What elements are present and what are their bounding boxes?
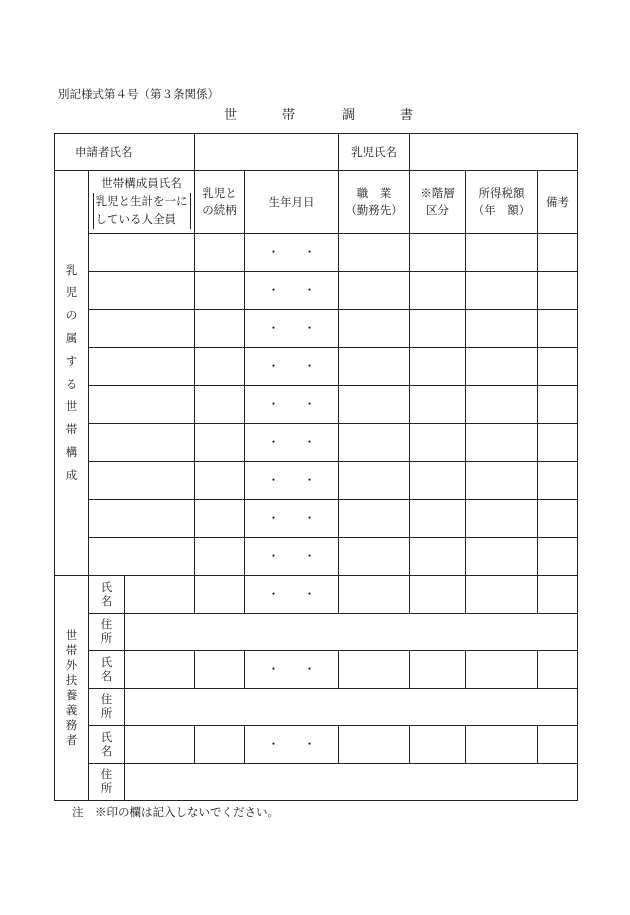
note-line: 乳児と生計を一に (95, 194, 188, 209)
dependent-address-row (55, 689, 578, 726)
section-char: 者 (65, 732, 78, 747)
dependent-name-label (89, 576, 125, 614)
label-char: 氏 (100, 579, 113, 594)
occupation-cell[interactable] (339, 272, 410, 310)
tax-cell[interactable] (466, 651, 538, 689)
member-name-cell[interactable] (89, 348, 195, 386)
table-row (55, 234, 578, 272)
section-char: 世 (65, 628, 78, 643)
section-char: る (65, 376, 78, 391)
section-char: 乳 (65, 262, 78, 277)
birthdate-cell[interactable] (245, 500, 339, 538)
occupation-cell[interactable] (339, 424, 410, 462)
remarks-cell[interactable] (538, 500, 578, 538)
date-dot: ・ (303, 587, 316, 602)
relation-cell[interactable] (195, 500, 245, 538)
occupation-cell[interactable] (339, 538, 410, 576)
date-dot: ・ (267, 549, 280, 564)
occupation-cell[interactable] (339, 726, 410, 764)
remarks-cell[interactable] (538, 272, 578, 310)
tier-cell[interactable] (410, 234, 466, 272)
dependent-name-label (89, 726, 125, 764)
header-tier (410, 171, 466, 234)
relation-cell[interactable] (195, 424, 245, 462)
occupation-cell[interactable] (339, 310, 410, 348)
relation-cell[interactable] (195, 386, 245, 424)
remarks-cell[interactable] (538, 234, 578, 272)
dependents-section-label (55, 576, 89, 801)
remarks-cell[interactable] (538, 576, 578, 614)
label-char: 名 (100, 593, 113, 608)
tax-cell[interactable] (466, 576, 538, 614)
dependent-address-row (55, 614, 578, 651)
tier-cell[interactable] (410, 424, 466, 462)
date-dot: ・ (267, 435, 280, 450)
dependent-address-label (89, 614, 125, 651)
relation-cell[interactable] (195, 462, 245, 500)
tier-cell[interactable] (410, 272, 466, 310)
section-char: 帯 (65, 643, 78, 658)
footnote: 注 ※印の欄は記入しないでください。 (72, 805, 279, 819)
relation-cell[interactable] (195, 310, 245, 348)
header-relation (195, 171, 245, 234)
infant-name-label: 乳児氏名 (339, 134, 410, 171)
label-char: 住 (100, 767, 113, 782)
dependent-name-label (89, 651, 125, 689)
tier-cell[interactable] (410, 500, 466, 538)
tax-cell[interactable] (466, 538, 538, 576)
birthdate-cell[interactable] (245, 651, 339, 689)
label-char: 所 (100, 631, 113, 645)
occupation-cell[interactable] (339, 500, 410, 538)
occupation-cell[interactable] (339, 576, 410, 614)
header-member-name (89, 171, 195, 234)
label-char: 所 (100, 781, 113, 795)
header-line: ※階層 (420, 186, 455, 201)
tax-cell[interactable] (466, 310, 538, 348)
table-row (55, 348, 578, 386)
table-row (55, 500, 578, 538)
relation-cell[interactable] (195, 272, 245, 310)
tax-cell[interactable] (466, 234, 538, 272)
tier-cell[interactable] (410, 310, 466, 348)
label-char: 氏 (100, 729, 113, 744)
birthdate-cell[interactable] (245, 234, 339, 272)
relation-cell[interactable] (195, 348, 245, 386)
dependent-name-row (55, 651, 578, 689)
tier-cell[interactable] (410, 538, 466, 576)
member-name-cell[interactable] (89, 272, 195, 310)
table-row (55, 272, 578, 310)
tax-cell[interactable] (466, 462, 538, 500)
date-dot: ・ (303, 359, 316, 374)
title-char: 帯 (282, 108, 296, 123)
birthdate-cell[interactable] (245, 576, 339, 614)
table-row (55, 386, 578, 424)
date-dot: ・ (267, 359, 280, 374)
label-char: 所 (100, 706, 113, 720)
occupation-cell[interactable] (339, 234, 410, 272)
member-name-cell[interactable] (89, 538, 195, 576)
section-char: 扶 (65, 673, 78, 688)
date-dot: ・ (267, 283, 280, 298)
remarks-cell[interactable] (538, 424, 578, 462)
header-line: 職 業 (356, 186, 392, 201)
birthdate-cell[interactable] (245, 386, 339, 424)
tier-cell[interactable] (410, 576, 466, 614)
date-dot: ・ (303, 283, 316, 298)
dependent-name-cell[interactable] (125, 726, 195, 764)
date-dot: ・ (267, 397, 280, 412)
section-char: す (65, 353, 78, 368)
dependent-name-row (55, 576, 578, 614)
occupation-cell[interactable] (339, 348, 410, 386)
tax-cell[interactable] (466, 348, 538, 386)
dependent-address-cell[interactable] (125, 764, 578, 801)
birthdate-cell[interactable] (245, 424, 339, 462)
date-dot: ・ (303, 549, 316, 564)
header-line: 乳児と (202, 186, 237, 201)
section-char: 児 (65, 285, 78, 300)
header-member-name-title: 世帯構成員氏名 (101, 176, 182, 191)
birthdate-cell[interactable] (245, 348, 339, 386)
remarks-cell[interactable] (538, 726, 578, 764)
date-dot: ・ (303, 245, 316, 260)
relation-cell[interactable] (195, 726, 245, 764)
occupation-cell[interactable] (339, 386, 410, 424)
dependent-address-label (89, 764, 125, 801)
header-occupation (339, 171, 410, 234)
remarks-cell[interactable] (538, 310, 578, 348)
dependent-name-cell[interactable] (125, 651, 195, 689)
label-char: 名 (100, 743, 113, 758)
occupation-cell[interactable] (339, 651, 410, 689)
applicant-name-label: 申請者氏名 (55, 134, 195, 171)
section-char: 外 (65, 658, 78, 673)
birthdate-cell[interactable] (245, 538, 339, 576)
dependent-address-cell[interactable] (125, 689, 578, 726)
header-member-name-note (93, 193, 191, 229)
date-dot: ・ (303, 662, 316, 677)
section-char: 成 (65, 467, 78, 482)
date-dot: ・ (267, 587, 280, 602)
header-birthdate: 生年月日 (245, 171, 339, 234)
date-dot: ・ (303, 397, 316, 412)
remarks-cell[interactable] (538, 462, 578, 500)
label-char: 住 (100, 692, 113, 707)
date-dot: ・ (303, 435, 316, 450)
birthdate-cell[interactable] (245, 310, 339, 348)
form-title (0, 104, 630, 122)
birthdate-cell[interactable] (245, 462, 339, 500)
section-char: 務 (65, 717, 78, 732)
dependent-name-cell[interactable] (125, 576, 195, 614)
date-dot: ・ (267, 511, 280, 526)
header-tax (466, 171, 538, 234)
header-line: （勤務先） (345, 203, 403, 217)
date-dot: ・ (267, 737, 280, 752)
section-char: の (65, 308, 78, 323)
tax-cell[interactable] (466, 500, 538, 538)
date-dot: ・ (267, 473, 280, 488)
header-line: の続柄 (202, 203, 237, 217)
label-char: 氏 (100, 654, 113, 669)
household-survey-table (54, 133, 578, 801)
section-char: 世 (65, 399, 78, 414)
date-dot: ・ (303, 511, 316, 526)
section-char: 帯 (65, 422, 78, 437)
relation-cell[interactable] (195, 576, 245, 614)
section-char: 属 (65, 330, 78, 345)
dependent-address-row (55, 764, 578, 801)
date-dot: ・ (303, 473, 316, 488)
relation-cell[interactable] (195, 651, 245, 689)
table-row (55, 424, 578, 462)
note-line: している人全員 (95, 211, 176, 226)
section-char: 養 (65, 688, 78, 702)
tier-cell[interactable] (410, 348, 466, 386)
date-dot: ・ (267, 321, 280, 336)
birthdate-cell[interactable] (245, 726, 339, 764)
dependent-address-label (89, 689, 125, 726)
section-char: 構 (65, 444, 78, 459)
date-dot: ・ (303, 321, 316, 336)
dependent-name-row (55, 726, 578, 764)
date-dot: ・ (303, 737, 316, 752)
infant-name-cell[interactable] (410, 134, 578, 171)
relation-cell[interactable] (195, 538, 245, 576)
label-char: 名 (100, 668, 113, 683)
title-char: 書 (400, 108, 414, 123)
member-name-cell[interactable] (89, 500, 195, 538)
header-line: 区分 (426, 203, 449, 217)
member-name-cell[interactable] (89, 462, 195, 500)
remarks-cell[interactable] (538, 651, 578, 689)
header-line: 所得税額 (478, 186, 525, 201)
remarks-cell[interactable] (538, 538, 578, 576)
date-dot: ・ (267, 245, 280, 260)
tier-cell[interactable] (410, 651, 466, 689)
tier-cell[interactable] (410, 386, 466, 424)
date-dot: ・ (267, 662, 280, 677)
tax-cell[interactable] (466, 424, 538, 462)
tier-cell[interactable] (410, 726, 466, 764)
birthdate-cell[interactable] (245, 272, 339, 310)
title-char: 世 (224, 108, 238, 123)
tax-cell[interactable] (466, 272, 538, 310)
household-section-label (55, 171, 89, 576)
applicant-name-cell[interactable] (195, 134, 339, 171)
label-char: 住 (100, 617, 113, 632)
section-char: 義 (65, 702, 78, 717)
tax-cell[interactable] (466, 726, 538, 764)
applicant-row (55, 134, 578, 171)
table-row (55, 310, 578, 348)
member-name-cell[interactable] (89, 424, 195, 462)
header-row (55, 171, 578, 234)
form-caption: 別記様式第４号（第３条関係） (58, 87, 219, 101)
header-line: （年 額） (472, 203, 531, 217)
relation-cell[interactable] (195, 234, 245, 272)
tax-cell[interactable] (466, 386, 538, 424)
table-row (55, 538, 578, 576)
member-name-cell[interactable] (89, 310, 195, 348)
title-char: 調 (342, 108, 356, 123)
member-name-cell[interactable] (89, 386, 195, 424)
tier-cell[interactable] (410, 462, 466, 500)
header-remarks: 備考 (538, 171, 578, 234)
member-name-cell[interactable] (89, 234, 195, 272)
remarks-cell[interactable] (538, 348, 578, 386)
dependent-address-cell[interactable] (125, 614, 578, 651)
remarks-cell[interactable] (538, 386, 578, 424)
table-row (55, 462, 578, 500)
occupation-cell[interactable] (339, 462, 410, 500)
